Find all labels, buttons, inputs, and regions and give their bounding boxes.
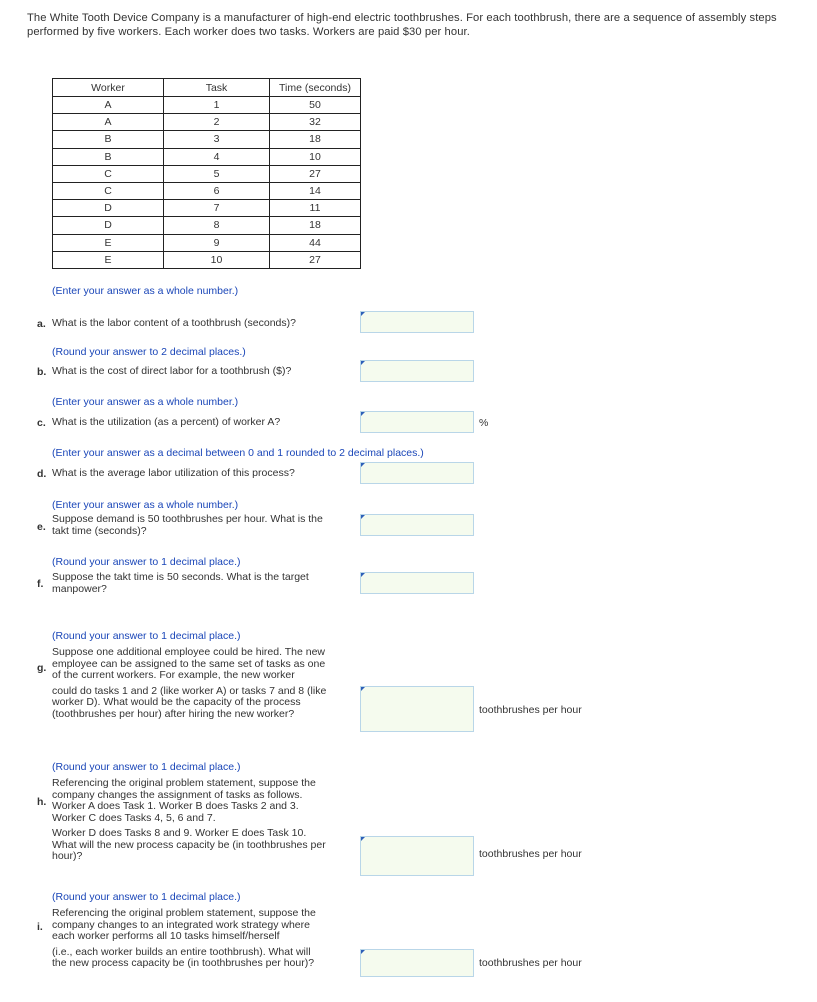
cell-time: 50 bbox=[270, 97, 361, 114]
hint-i: (Round your answer to 1 decimal place.) bbox=[52, 891, 241, 903]
question-letter-e: e. bbox=[37, 521, 46, 533]
table-row bbox=[53, 165, 361, 182]
table-row bbox=[53, 97, 361, 114]
cell-time: 27 bbox=[270, 251, 361, 268]
question-text-g-line: could do tasks 1 and 2 (like worker A) or tasks 7 and 8 (like bbox=[52, 684, 327, 697]
hint-d: (Enter your answer as a decimal between 0 and 1 rounded to 2 decimal places.) bbox=[52, 447, 424, 459]
answer-input-a[interactable] bbox=[360, 311, 474, 333]
table-row bbox=[53, 251, 361, 268]
cell-time: 10 bbox=[270, 148, 361, 165]
question-text-i-line: each worker performs all 10 tasks himself/herself bbox=[52, 930, 280, 942]
question-text-c: What is the utilization (as a percent) of worker A? bbox=[52, 416, 281, 428]
cell-worker: D bbox=[53, 217, 164, 234]
cell-task: 5 bbox=[164, 165, 270, 182]
table-row bbox=[53, 217, 361, 234]
cell-worker: C bbox=[53, 182, 164, 199]
cell-task: 7 bbox=[164, 200, 270, 217]
question-text-h-line: Worker C does Tasks 4, 5, 6 and 7. bbox=[52, 811, 216, 824]
question-letter-c: c. bbox=[37, 417, 46, 429]
table-row bbox=[53, 131, 361, 148]
cell-worker: E bbox=[53, 234, 164, 251]
cell-worker: E bbox=[53, 251, 164, 268]
question-text-i-line: (i.e., each worker builds an entire toothbrush). What will bbox=[52, 945, 311, 958]
answer-input-g[interactable] bbox=[360, 686, 474, 732]
question-text-b: What is the cost of direct labor for a toothbrush ($)? bbox=[52, 365, 292, 377]
answer-input-e[interactable] bbox=[360, 514, 474, 536]
cell-task: 6 bbox=[164, 182, 270, 199]
question-text-g bbox=[52, 647, 326, 720]
hint-g: (Round your answer to 1 decimal place.) bbox=[52, 630, 241, 642]
table-row bbox=[53, 200, 361, 217]
cell-task: 2 bbox=[164, 114, 270, 131]
cell-task: 10 bbox=[164, 251, 270, 268]
question-text-a: What is the labor content of a toothbrush (seconds)? bbox=[52, 317, 296, 329]
question-text-e-line: Suppose demand is 50 toothbrushes per hour. What is the bbox=[52, 513, 323, 525]
answer-input-d[interactable] bbox=[360, 462, 474, 484]
cell-task: 3 bbox=[164, 131, 270, 148]
question-text-h-line: What will the new process capacity be (in toothbrushes per bbox=[52, 838, 326, 851]
question-text-h-line: company changes the assignment of tasks as follows. bbox=[52, 788, 303, 801]
question-text-h-line: Worker D does Tasks 8 and 9. Worker E does Task 10. bbox=[52, 827, 307, 839]
unit-i: toothbrushes per hour bbox=[479, 957, 582, 969]
question-text-e-line: takt time (seconds)? bbox=[52, 524, 147, 537]
unit-percent: % bbox=[479, 417, 489, 429]
column-header-time: Time (seconds) bbox=[270, 79, 361, 97]
question-text-i-line: Referencing the original problem statement, suppose the bbox=[52, 907, 316, 919]
question-letter-a: a. bbox=[37, 318, 46, 330]
cell-time: 18 bbox=[270, 217, 361, 234]
column-header-task: Task bbox=[164, 79, 270, 97]
question-text-h bbox=[52, 778, 326, 863]
cell-worker: B bbox=[53, 131, 164, 148]
answer-input-i[interactable] bbox=[360, 949, 474, 977]
question-text-h-line: Worker A does Task 1. Worker B does Tasks 2 and 3. bbox=[52, 800, 299, 812]
hint-c: (Enter your answer as a whole number.) bbox=[52, 396, 239, 408]
answer-input-h[interactable] bbox=[360, 836, 474, 876]
question-text-g-line: (toothbrushes per hour) after hiring the new worker? bbox=[52, 707, 295, 720]
answer-input-c[interactable] bbox=[360, 411, 474, 433]
cell-worker: A bbox=[53, 97, 164, 114]
question-letter-d: d. bbox=[37, 468, 47, 480]
table-header-row bbox=[53, 79, 361, 97]
unit-g: toothbrushes per hour bbox=[479, 704, 582, 716]
question-letter-i: i. bbox=[37, 921, 43, 933]
question-text-i bbox=[52, 908, 316, 970]
question-text-h-line: hour)? bbox=[52, 850, 83, 862]
cell-worker: B bbox=[53, 148, 164, 165]
cell-time: 14 bbox=[270, 182, 361, 199]
hint-a: (Enter your answer as a whole number.) bbox=[52, 285, 239, 297]
task-time-table bbox=[52, 78, 361, 269]
cell-time: 27 bbox=[270, 165, 361, 182]
cell-time: 11 bbox=[270, 200, 361, 217]
question-text-i-line: company changes to an integrated work strategy where bbox=[52, 918, 310, 931]
cell-task: 4 bbox=[164, 148, 270, 165]
table-row bbox=[53, 234, 361, 251]
question-text-g-line: worker D). What would be the capacity of the process bbox=[52, 696, 301, 708]
unit-h: toothbrushes per hour bbox=[479, 848, 582, 860]
table-row bbox=[53, 148, 361, 165]
cell-time: 44 bbox=[270, 234, 361, 251]
question-text-f-line: Suppose the takt time is 50 seconds. What is the target bbox=[52, 571, 309, 583]
question-text-g-line: employee can be assigned to the same set of tasks as one bbox=[52, 657, 326, 670]
question-text-f bbox=[52, 572, 309, 595]
question-text-h-line: Referencing the original problem statement, suppose the bbox=[52, 777, 316, 789]
question-letter-g: g. bbox=[37, 662, 47, 674]
question-text-e bbox=[52, 514, 323, 537]
table-row bbox=[53, 182, 361, 199]
answer-input-f[interactable] bbox=[360, 572, 474, 594]
hint-e: (Enter your answer as a whole number.) bbox=[52, 499, 239, 511]
cell-time: 18 bbox=[270, 131, 361, 148]
hint-h: (Round your answer to 1 decimal place.) bbox=[52, 761, 241, 773]
hint-f: (Round your answer to 1 decimal place.) bbox=[52, 556, 241, 568]
question-text-d: What is the average labor utilization of this process? bbox=[52, 467, 295, 479]
cell-worker: A bbox=[53, 114, 164, 131]
question-text-g-line: Suppose one additional employee could be hired. The new bbox=[52, 646, 325, 658]
cell-worker: C bbox=[53, 165, 164, 182]
answer-input-b[interactable] bbox=[360, 360, 474, 382]
column-header-worker: Worker bbox=[53, 79, 164, 97]
question-letter-h: h. bbox=[37, 796, 47, 808]
question-letter-b: b. bbox=[37, 366, 47, 378]
cell-task: 1 bbox=[164, 97, 270, 114]
cell-worker: D bbox=[53, 200, 164, 217]
hint-b: (Round your answer to 2 decimal places.) bbox=[52, 346, 246, 358]
cell-time: 32 bbox=[270, 114, 361, 131]
question-letter-f: f. bbox=[37, 578, 44, 590]
question-text-i-line: the new process capacity be (in toothbrushes per hour)? bbox=[52, 957, 315, 969]
cell-task: 9 bbox=[164, 234, 270, 251]
table-row bbox=[53, 114, 361, 131]
problem-statement: The White Tooth Device Company is a manufacturer of high-end electric toothbrushes. For each toothbrush, there are a sequence of assembly steps performed by five workers. Each worker does two tasks. Workers are paid $30 per hour. bbox=[27, 12, 777, 38]
question-text-g-line: of the current workers. For example, the new worker bbox=[52, 669, 295, 681]
question-text-f-line: manpower? bbox=[52, 582, 107, 595]
cell-task: 8 bbox=[164, 217, 270, 234]
